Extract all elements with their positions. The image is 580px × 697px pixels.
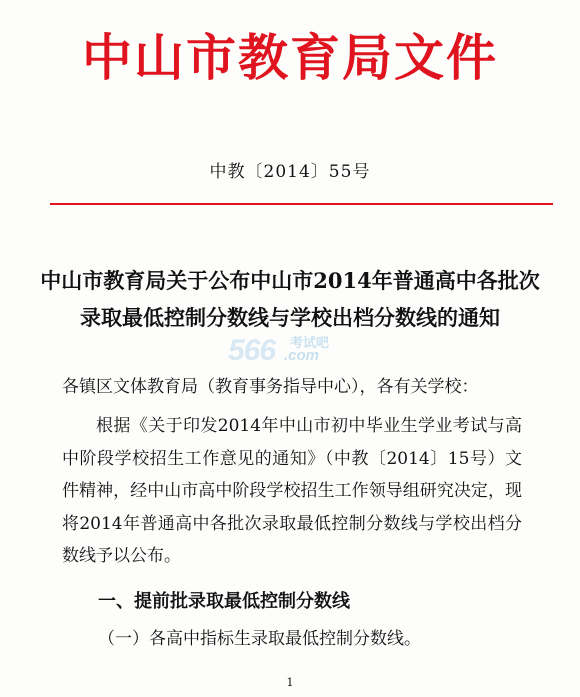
addressee-line: 各镇区文体教育局（教育事务指导中心），各有关学校： (62, 377, 479, 397)
watermark-domain: .com (284, 347, 320, 364)
body-paragraph: 根据《关于印发2014年中山市初中毕业生学业考试与高中阶段学校招生工作意见的通知》（中教〔2014〕15号）文件精神，经中山市高中阶段学校招生工作领导组研究决定，现将2014年普通高中各批次录取最低控制分数线与学校出档分数线予以公布。 (62, 416, 522, 566)
page-number: 1 (286, 676, 294, 689)
watermark-number: 566 (228, 334, 276, 367)
document-title (40, 262, 540, 336)
subsection-heading-1: （一）各高中指标生录取最低控制分数线。 (98, 629, 421, 649)
issuer-header: 中山市教育局文件 (82, 28, 498, 87)
site-watermark-logo (228, 330, 338, 370)
document-title-line-1: 中山市教育局关于公布中山市2014年普通高中各批次 (40, 268, 540, 293)
watermark-site-name: 考试吧 (290, 335, 330, 350)
section-heading-1: 一、提前批录取最低控制分数线 (98, 591, 350, 612)
document-title-line-2: 录取最低控制分数线与学校出档分数线的通知 (80, 305, 500, 330)
red-divider-line (50, 203, 553, 205)
document-number: 中教〔2014〕55号 (209, 162, 371, 182)
